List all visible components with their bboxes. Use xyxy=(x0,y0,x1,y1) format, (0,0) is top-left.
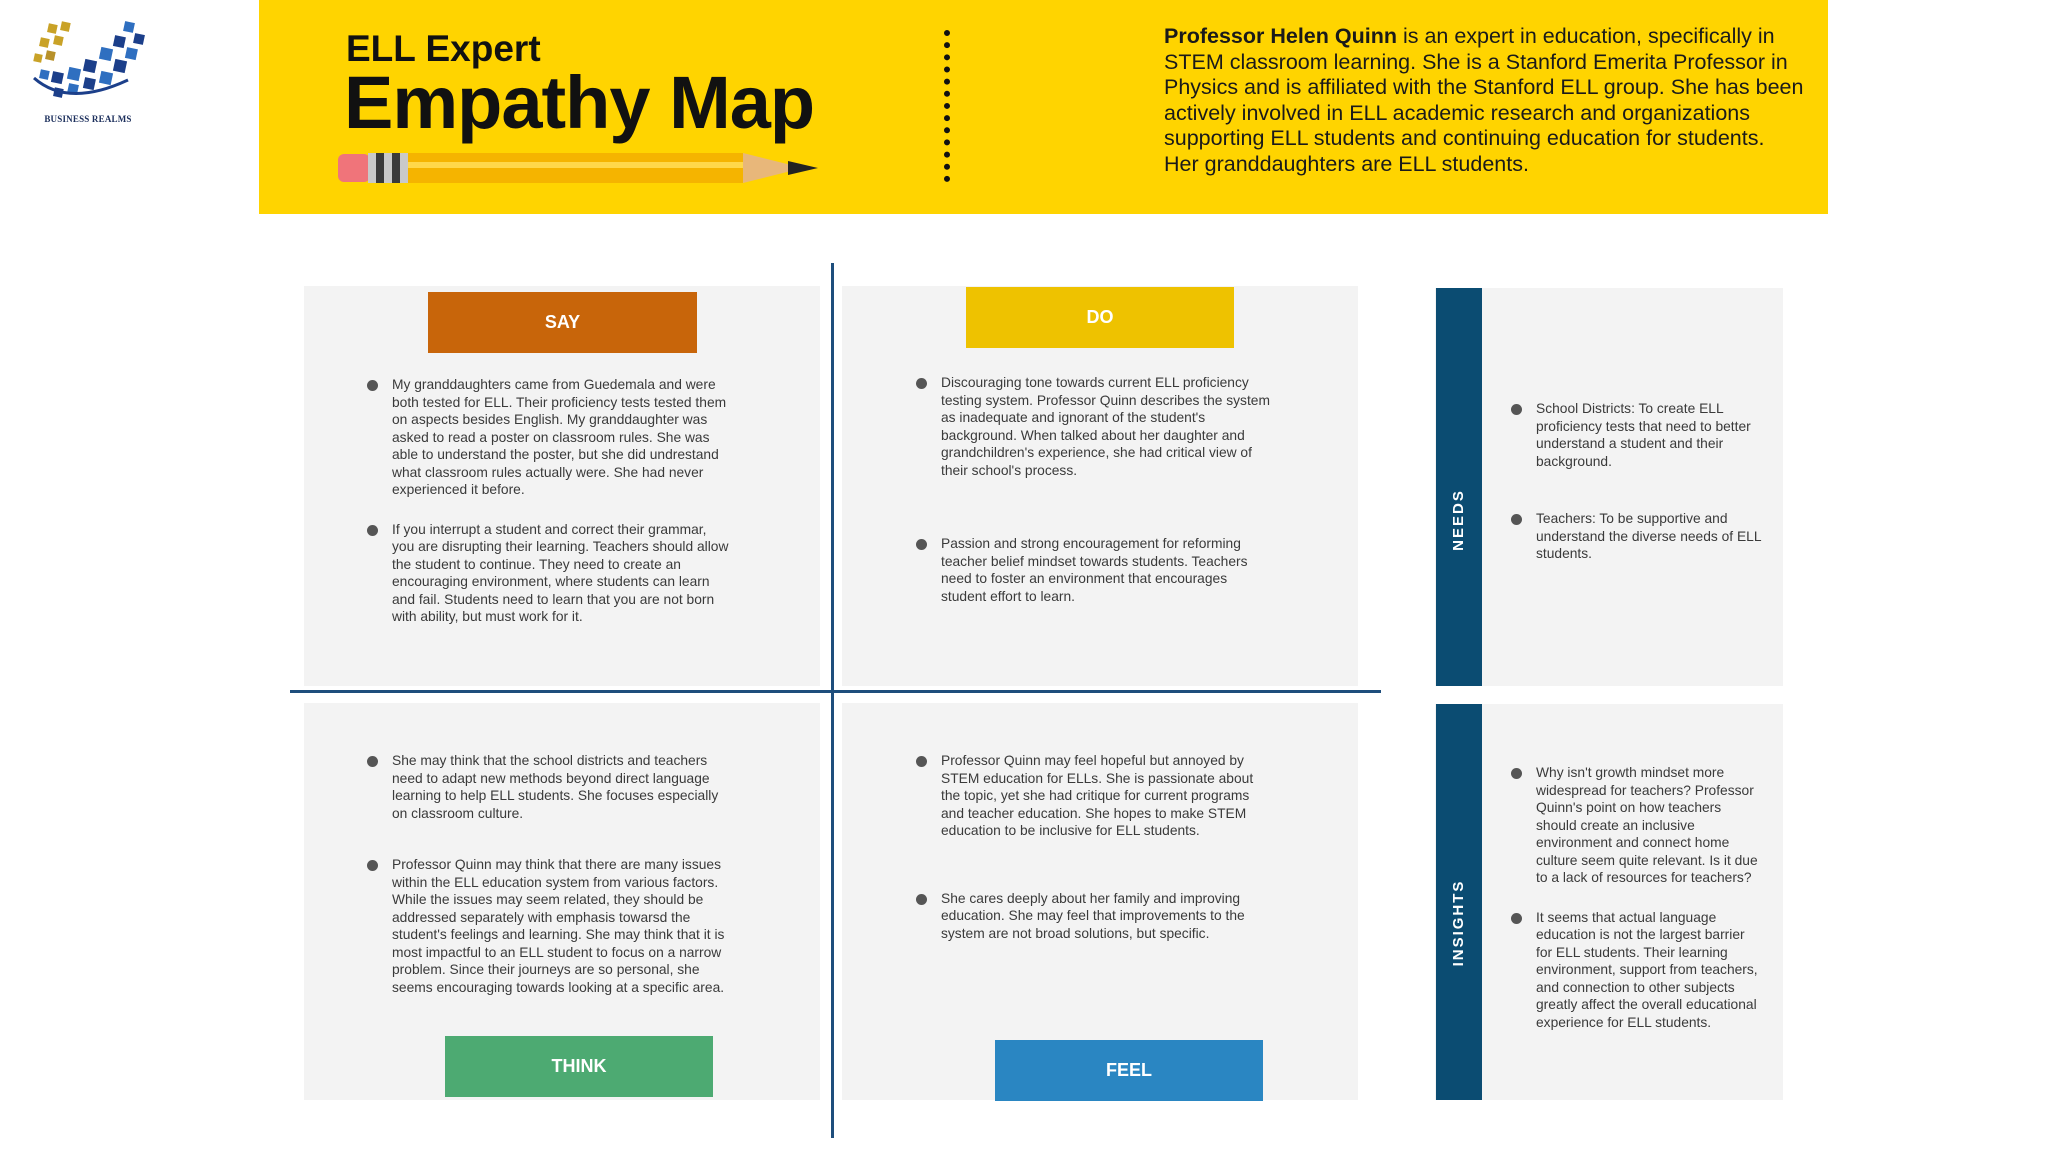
header-divider xyxy=(944,30,950,182)
list-item: She may think that the school districts and teachers need to adapt new methods beyond direct language learning to help ELL students. She focuses especially on classroom culture. xyxy=(392,752,732,822)
insights-label: INSIGHTS xyxy=(1450,879,1467,967)
list-item: Professor Quinn may feel hopeful but annoyed by STEM education for ELLs. She is passionate about the topic, yet she had critique for current programs and teacher education. She hopes to make STEM education to be inclusive for ELL students. xyxy=(941,752,1271,840)
do-list xyxy=(941,374,1271,605)
say-list xyxy=(392,376,732,626)
list-item: Passion and strong encouragement for reforming teacher belief mindset towards students. Teachers need to foster an environment that encourages student effort to learn. xyxy=(941,535,1271,605)
needs-label: NEEDS xyxy=(1450,489,1467,551)
think-label: THINK xyxy=(445,1036,713,1097)
feel-list xyxy=(941,752,1271,942)
page-title: Empathy Map xyxy=(344,61,815,144)
say-label: SAY xyxy=(428,292,697,353)
think-list xyxy=(392,752,732,996)
globe-logo-icon xyxy=(28,18,148,114)
needs-list xyxy=(1536,400,1761,563)
list-item: My granddaughters came from Guedemala and were both tested for ELL. Their proficiency tests tested them on aspects besides English. My granddaughter was asked to read a poster on classroom rules. She was able to understand the poster, but she did undrestand what classroom rules actually were. She had never experienced it before. xyxy=(392,376,732,499)
list-item: Why isn't growth mindset more widespread for teachers? Professor Quinn's point on how teachers should create an inclusive environment and connect home culture seem quite relevant. Is it due to a lack of resources for teachers? xyxy=(1536,764,1761,887)
header-kicker: ELL Expert xyxy=(346,28,541,69)
list-item: School Districts: To create ELL proficiency tests that need to better understand a student and their background. xyxy=(1536,400,1761,470)
company-logo xyxy=(28,18,148,130)
list-item: Professor Quinn may think that there are many issues within the ELL education system from various factors. While the issues may seem related, they should be addressed separately with emphasis towarsd the student's feelings and learning. She may think that it is most impactful to an ELL student to focus on a narrow problem. Since their journeys are so personal, she seems encouraging towards looking at a specific area. xyxy=(392,856,732,996)
list-item: If you interrupt a student and correct their grammar, you are disrupting their learning. Teachers should allow the student to continue. They need to create an encouraging environment, where students can learn and fail. Students need to learn that you are not born with ability, but must work for it. xyxy=(392,521,732,626)
intro-paragraph xyxy=(1164,24,1804,177)
list-item: Discouraging tone towards current ELL proficiency testing system. Professor Quinn describes the system as inadequate and ignorant of the student's background. When talked about her daughter and grandchildren's experience, she had critical view of their school's process. xyxy=(941,375,1270,478)
list-item: She cares deeply about her family and improving education. She may feel that improvements to the system are not broad solutions, but specific. xyxy=(941,890,1271,943)
logo-text: BUSINESS REALMS xyxy=(44,114,132,124)
feel-label: FEEL xyxy=(995,1040,1263,1101)
pencil-icon xyxy=(338,148,838,188)
do-label: DO xyxy=(966,287,1234,348)
intro-text: is an expert in education, specifically in STEM classroom learning. She is a Stanford Emerita Professor in Physics and is affiliated with the Stanford ELL group. She has been actively involved in ELL academic research and organizations supporting ELL students and continuing education for students. Her granddaughters are ELL students. xyxy=(1164,24,1804,176)
vertical-axis xyxy=(831,263,834,1138)
intro-name: Professor Helen Quinn xyxy=(1164,24,1397,48)
list-item: It seems that actual language education is not the largest barrier for ELL students. Their learning environment, support from teachers, and connection to other subjects greatly affect the overall educational experience for ELL students. xyxy=(1536,909,1761,1032)
list-item: Teachers: To be supportive and understand the diverse needs of ELL students. xyxy=(1536,511,1761,561)
horizontal-axis xyxy=(290,690,1381,693)
insights-list xyxy=(1536,764,1761,1031)
